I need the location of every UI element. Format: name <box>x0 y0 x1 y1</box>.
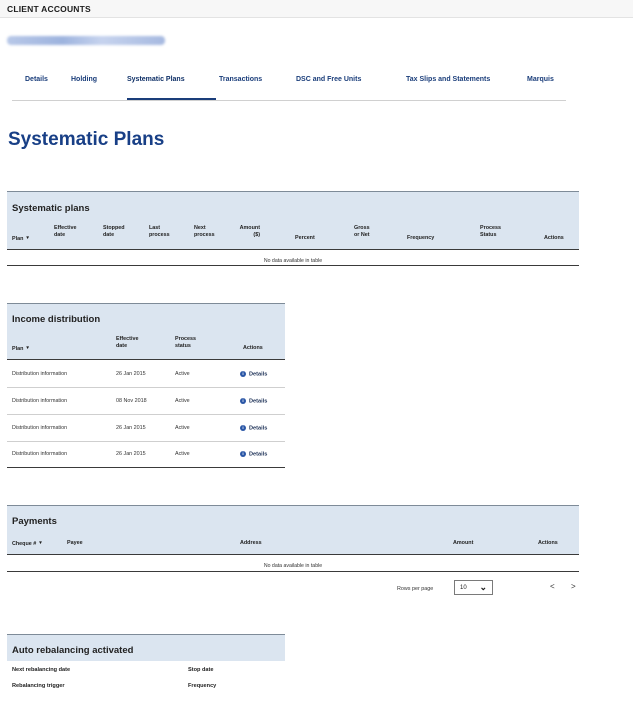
col-amount: Amount <box>453 540 474 546</box>
table-rule <box>7 467 285 468</box>
tab-details[interactable]: Details <box>25 76 48 83</box>
app-title: CLIENT ACCOUNTS <box>7 4 91 14</box>
income-distribution-title: Income distribution <box>12 314 101 325</box>
col-process-status: Process status <box>175 336 196 349</box>
rows-per-page-value: 10 <box>460 585 467 591</box>
col-plan[interactable]: Plan ▾ <box>12 345 29 352</box>
page-title: Systematic Plans <box>8 129 165 150</box>
distribution-date: 26 Jan 2015 <box>116 425 146 431</box>
col-next-process: Next process <box>194 225 215 238</box>
next-page-button[interactable]: > <box>571 582 576 591</box>
tab-marquis[interactable]: Marquis <box>527 76 554 83</box>
table-rule <box>7 265 579 266</box>
col-frequency: Frequency <box>407 235 435 241</box>
sort-down-icon: ▾ <box>39 540 42 546</box>
col-stopped-date: Stopped date <box>103 225 125 238</box>
col-payee: Payee <box>67 540 83 546</box>
table-rule <box>7 554 579 555</box>
auto-rebalancing-title: Auto rebalancing activated <box>12 645 134 656</box>
info-icon: i <box>240 398 246 404</box>
distribution-status: Active <box>175 398 190 404</box>
payments-header <box>7 505 579 554</box>
tab-dsc-free-units[interactable]: DSC and Free Units <box>296 76 362 83</box>
table-rule <box>7 359 285 360</box>
col-actions: Actions <box>538 540 558 546</box>
details-link[interactable]: i Details <box>240 451 267 457</box>
rows-per-page-label: Rows per page <box>397 586 434 592</box>
row-divider <box>7 414 285 415</box>
details-link[interactable]: i Details <box>240 371 267 377</box>
info-icon: i <box>240 425 246 431</box>
distribution-status: Active <box>175 451 190 457</box>
frequency-label: Frequency <box>188 683 217 689</box>
distribution-plan: Distribution information <box>12 425 68 431</box>
info-icon: i <box>240 451 246 457</box>
col-percent: Percent <box>295 235 315 241</box>
rebalancing-trigger-label: Rebalancing trigger <box>12 683 65 689</box>
payments-title: Payments <box>12 516 57 527</box>
distribution-date: 26 Jan 2015 <box>116 371 146 377</box>
empty-table-message: No data available in table <box>263 258 323 264</box>
col-gross-or-net: Gross or Net <box>354 225 370 238</box>
sort-down-icon: ▾ <box>26 235 29 241</box>
distribution-plan: Distribution information <box>12 398 68 404</box>
col-address: Address <box>240 540 262 546</box>
col-last-process: Last process <box>149 225 170 238</box>
distribution-status: Active <box>175 371 190 377</box>
col-effective-date: Effective date <box>54 225 77 238</box>
tab-transactions[interactable]: Transactions <box>219 76 263 83</box>
systematic-plans-title: Systematic plans <box>12 203 90 214</box>
distribution-plan: Distribution information <box>12 451 68 457</box>
distribution-date: 08 Nov 2018 <box>116 398 147 404</box>
active-tab-indicator <box>127 98 216 100</box>
chevron-down-icon: ⌄ <box>479 582 487 592</box>
tab-systematic-plans[interactable]: Systematic Plans <box>127 76 185 83</box>
tab-holding[interactable]: Holding <box>71 76 98 83</box>
systematic-plans-header <box>7 191 579 249</box>
distribution-plan: Distribution information <box>12 371 68 377</box>
tab-tax-slips-statements[interactable]: Tax Slips and Statements <box>406 76 491 83</box>
col-effective-date: Effective date <box>116 336 139 349</box>
info-icon: i <box>240 371 246 377</box>
top-bar <box>0 0 633 18</box>
col-cheque-number[interactable]: Cheque # ▾ <box>12 540 42 547</box>
col-actions: Actions <box>243 345 263 351</box>
col-process-status: Process Status <box>480 225 501 238</box>
client-name-redacted <box>7 36 165 45</box>
row-divider <box>7 441 285 442</box>
stop-date-label: Stop date <box>188 667 214 673</box>
table-rule <box>7 571 579 572</box>
details-link[interactable]: i Details <box>240 398 267 404</box>
next-rebalancing-date-label: Next rebalancing date <box>12 667 71 673</box>
distribution-status: Active <box>175 425 190 431</box>
row-divider <box>7 387 285 388</box>
sort-down-icon: ▾ <box>26 345 29 351</box>
table-rule <box>7 249 579 250</box>
prev-page-button[interactable]: < <box>550 582 555 591</box>
empty-table-message: No data available in table <box>263 563 323 569</box>
col-amount: Amount ($) <box>239 225 260 238</box>
tab-bar <box>12 70 566 101</box>
details-link[interactable]: i Details <box>240 425 267 431</box>
col-actions: Actions <box>544 235 564 241</box>
col-plan[interactable]: Plan ▾ <box>12 235 29 242</box>
rows-per-page-select[interactable] <box>454 580 493 595</box>
distribution-date: 26 Jan 2015 <box>116 451 146 457</box>
